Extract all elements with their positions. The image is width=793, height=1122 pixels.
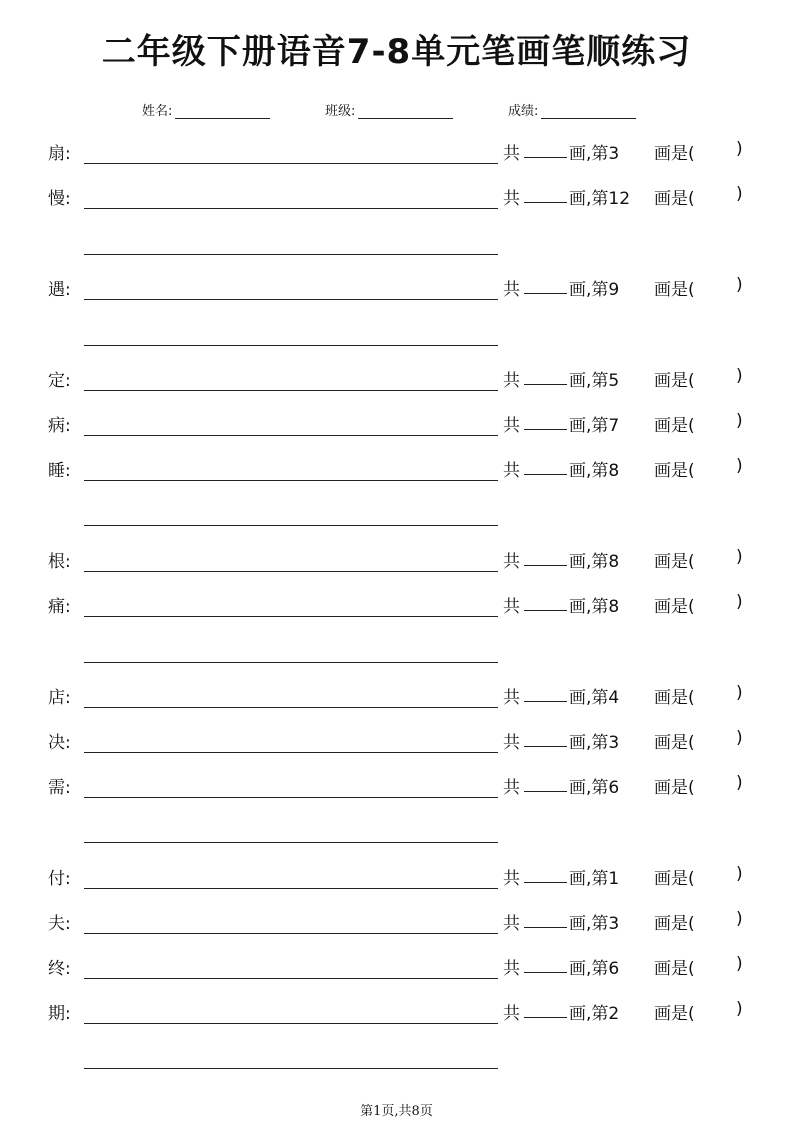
character-label: 根: [48,552,71,572]
stroke-count-blank[interactable] [524,429,567,430]
stroke-is-label: 画是( [654,688,695,708]
continuation-writing-line[interactable] [84,1068,498,1069]
stroke-is-label: 画是( [654,869,695,889]
stroke-di-label: 画,第6 [569,959,620,979]
stroke-is-label: 画是( [654,959,695,979]
character-label: 期: [48,1004,71,1024]
character-label: 终: [48,959,71,979]
stroke-number: 12 [608,189,631,209]
writing-line[interactable] [84,752,498,753]
score-field [508,100,636,119]
stroke-count-blank[interactable] [524,972,567,973]
stroke-di-label: 画,第8 [569,552,620,572]
class-label: 班级: [325,104,356,119]
answer-close-paren: ) [736,275,743,295]
student-info-bar [0,100,793,122]
stroke-di-label: 画,第6 [569,778,620,798]
stroke-di-label: 画,第2 [569,1004,620,1024]
stroke-is-label: 画是( [654,552,695,572]
total-label: 共 [503,869,520,889]
exercise-row [0,997,793,1027]
continuation-writing-line[interactable] [84,254,498,255]
stroke-is-label: 画是( [654,733,695,753]
stroke-di-label: 画,第5 [569,371,620,391]
total-label: 共 [503,371,520,391]
stroke-is-label: 画是( [654,914,695,934]
stroke-di-label: 画,第12 [569,189,631,209]
stroke-di-label: 画,第3 [569,144,620,164]
stroke-is-label: 画是( [654,461,695,481]
answer-close-paren: ) [736,456,743,476]
stroke-count-blank[interactable] [524,1017,567,1018]
answer-close-paren: ) [736,592,743,612]
total-label: 共 [503,959,520,979]
name-field [142,100,270,119]
answer-close-paren: ) [736,683,743,703]
total-label: 共 [503,778,520,798]
stroke-di-label: 画,第9 [569,280,620,300]
writing-line[interactable] [84,1023,498,1024]
stroke-number: 3 [608,733,620,753]
stroke-is-label: 画是( [654,280,695,300]
writing-line[interactable] [84,933,498,934]
answer-close-paren: ) [736,547,743,567]
worksheet-title: 二年级下册语音7-8单元笔画笔顺练习 [101,32,692,72]
exercise-row [0,545,793,575]
name-blank[interactable] [175,103,270,119]
character-label: 遇: [48,280,71,300]
character-label: 店: [48,688,71,708]
writing-line[interactable] [84,435,498,436]
total-label: 共 [503,144,520,164]
total-label: 共 [503,688,520,708]
character-label: 定: [48,371,71,391]
stroke-is-label: 画是( [654,189,695,209]
writing-line[interactable] [84,208,498,209]
total-label: 共 [503,552,520,572]
stroke-count-blank[interactable] [524,384,567,385]
stroke-number: 5 [608,371,620,391]
score-blank[interactable] [541,103,636,119]
stroke-di-label: 画,第3 [569,733,620,753]
stroke-count-blank[interactable] [524,610,567,611]
writing-line[interactable] [84,571,498,572]
stroke-di-label: 画,第8 [569,461,620,481]
writing-line[interactable] [84,707,498,708]
continuation-writing-line[interactable] [84,525,498,526]
writing-line[interactable] [84,797,498,798]
stroke-number: 8 [608,597,620,617]
exercise-row [0,409,793,439]
class-blank[interactable] [358,103,453,119]
writing-line[interactable] [84,390,498,391]
answer-close-paren: ) [736,954,743,974]
stroke-count-blank[interactable] [524,474,567,475]
stroke-number: 3 [608,914,620,934]
class-field [325,100,453,119]
writing-line[interactable] [84,616,498,617]
stroke-count-blank[interactable] [524,791,567,792]
name-label: 姓名: [142,104,173,119]
stroke-number: 2 [608,1004,620,1024]
character-label: 痛: [48,597,71,617]
exercise-row [0,681,793,711]
character-label: 睡: [48,461,71,481]
character-label: 慢: [48,189,71,209]
exercise-row [0,862,793,892]
stroke-number: 8 [608,461,620,481]
exercise-row [0,273,793,303]
exercise-row [0,364,793,394]
stroke-number: 6 [608,959,620,979]
stroke-number: 1 [608,869,620,889]
stroke-count-blank[interactable] [524,882,567,883]
answer-close-paren: ) [736,909,743,929]
stroke-count-blank[interactable] [524,701,567,702]
continuation-writing-line[interactable] [84,662,498,663]
exercise-row [0,726,793,756]
stroke-count-blank[interactable] [524,157,567,158]
stroke-number: 6 [608,778,620,798]
answer-close-paren: ) [736,139,743,159]
answer-close-paren: ) [736,184,743,204]
total-label: 共 [503,597,520,617]
answer-close-paren: ) [736,999,743,1019]
writing-line[interactable] [84,163,498,164]
answer-close-paren: ) [736,411,743,431]
stroke-di-label: 画,第7 [569,416,620,436]
exercise-row [0,771,793,801]
stroke-number: 8 [608,552,620,572]
character-label: 病: [48,416,71,436]
exercise-row [0,454,793,484]
stroke-is-label: 画是( [654,416,695,436]
total-label: 共 [503,733,520,753]
character-label: 付: [48,869,71,889]
stroke-count-blank[interactable] [524,293,567,294]
writing-line[interactable] [84,978,498,979]
continuation-writing-line[interactable] [84,345,498,346]
exercise-row [0,907,793,937]
stroke-is-label: 画是( [654,371,695,391]
continuation-writing-line[interactable] [84,842,498,843]
stroke-number: 3 [608,144,620,164]
exercise-row [0,137,793,167]
score-label: 成绩: [508,104,539,119]
total-label: 共 [503,189,520,209]
stroke-is-label: 画是( [654,144,695,164]
answer-close-paren: ) [736,864,743,884]
character-label: 决: [48,733,71,753]
writing-line[interactable] [84,888,498,889]
character-label: 扇: [48,144,71,164]
stroke-di-label: 画,第3 [569,914,620,934]
stroke-number: 7 [608,416,620,436]
stroke-count-blank[interactable] [524,565,567,566]
stroke-is-label: 画是( [654,1004,695,1024]
character-label: 夫: [48,914,71,934]
answer-close-paren: ) [736,728,743,748]
stroke-number: 9 [608,280,620,300]
stroke-is-label: 画是( [654,597,695,617]
total-label: 共 [503,416,520,436]
writing-line[interactable] [84,299,498,300]
total-label: 共 [503,461,520,481]
stroke-di-label: 画,第8 [569,597,620,617]
character-label: 需: [48,778,71,798]
stroke-count-blank[interactable] [524,746,567,747]
exercise-row [0,590,793,620]
stroke-di-label: 画,第4 [569,688,620,708]
stroke-is-label: 画是( [654,778,695,798]
stroke-di-label: 画,第1 [569,869,620,889]
total-label: 共 [503,280,520,300]
page-footer: 第1页,共8页 [360,1104,433,1119]
answer-close-paren: ) [736,773,743,793]
total-label: 共 [503,1004,520,1024]
writing-line[interactable] [84,480,498,481]
stroke-count-blank[interactable] [524,202,567,203]
exercise-row [0,182,793,212]
exercise-row [0,952,793,982]
stroke-number: 4 [608,688,620,708]
answer-close-paren: ) [736,366,743,386]
stroke-count-blank[interactable] [524,927,567,928]
total-label: 共 [503,914,520,934]
